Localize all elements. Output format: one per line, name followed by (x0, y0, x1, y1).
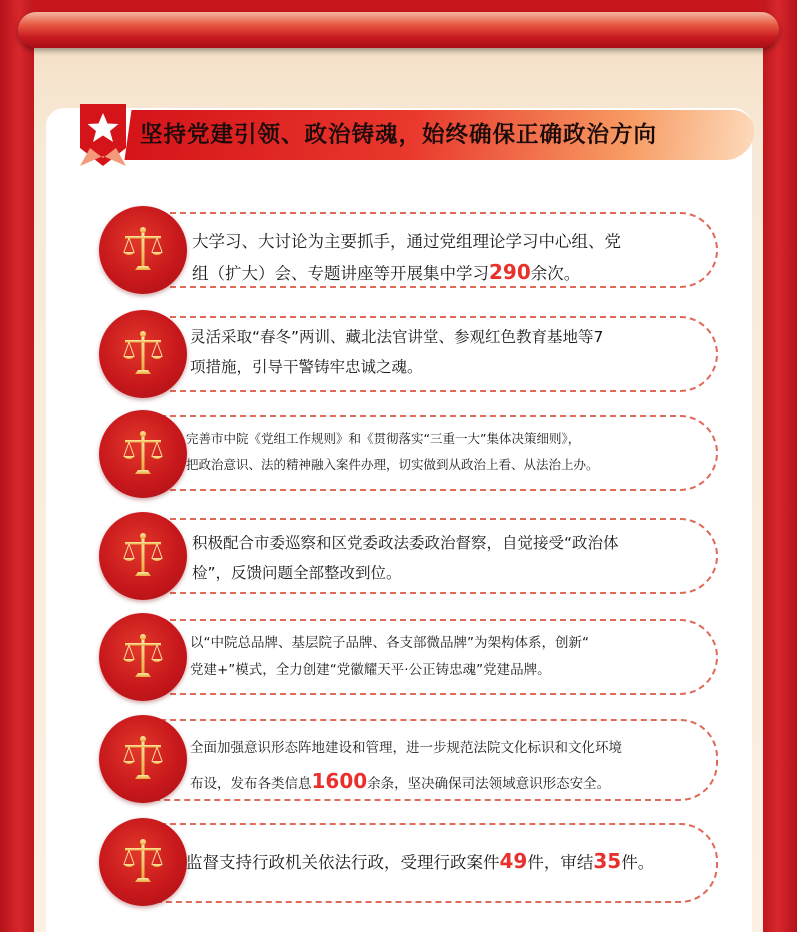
scroll-side-left (0, 0, 32, 932)
item-text: 积极配合市委巡察和区党委政法委政治督察，自觉接受“政治体 检”，反馈问题全部整改到位。 (192, 534, 619, 582)
item-text: 监督支持行政机关依法行政，受理行政案件49件，审结35件。 (186, 849, 655, 873)
scroll-side-right (765, 0, 797, 932)
scales-icon (99, 715, 187, 803)
section-title: 坚持党建引领、政治铸魂，始终确保正确政治方向 (140, 122, 658, 148)
scales-icon (99, 818, 187, 906)
scales-icon (99, 310, 187, 398)
item-text: 全面加强意识形态阵地建设和管理，进一步规范法院文化标识和文化环境 布设，发布各类信息1600余条，坚决确保司法领域意识形态安全。 (190, 740, 622, 793)
scales-icon (99, 410, 187, 498)
scroll-roller (18, 12, 779, 48)
scales-icon (99, 206, 187, 294)
star-icon (80, 104, 126, 166)
scales-icon (99, 613, 187, 701)
scales-icon (99, 512, 187, 600)
item-text: 以“中院总品牌、基层院子品牌、各支部微品牌”为架构体系，创新“ 党建+”模式，全力创建“党徽耀天平·公正铸忠魂”党建品牌。 (190, 635, 589, 678)
item-text: 完善市中院《党组工作规则》和《贯彻落实“三重一大”集体决策细则》， 把政治意识、法的精神融入案件办理，切实做到从政治上看、从法治上办。 (186, 431, 599, 472)
item-text: 大学习、大讨论为主要抓手，通过党组理论学习中心组、党 组（扩大）会、专题讲座等开展集中学习290余次。 (192, 232, 621, 284)
item-text: 灵活采取“春冬”两训、藏北法官讲堂、参观红色教育基地等7 项措施，引导干警铸牢忠诚之魂。 (190, 328, 604, 376)
